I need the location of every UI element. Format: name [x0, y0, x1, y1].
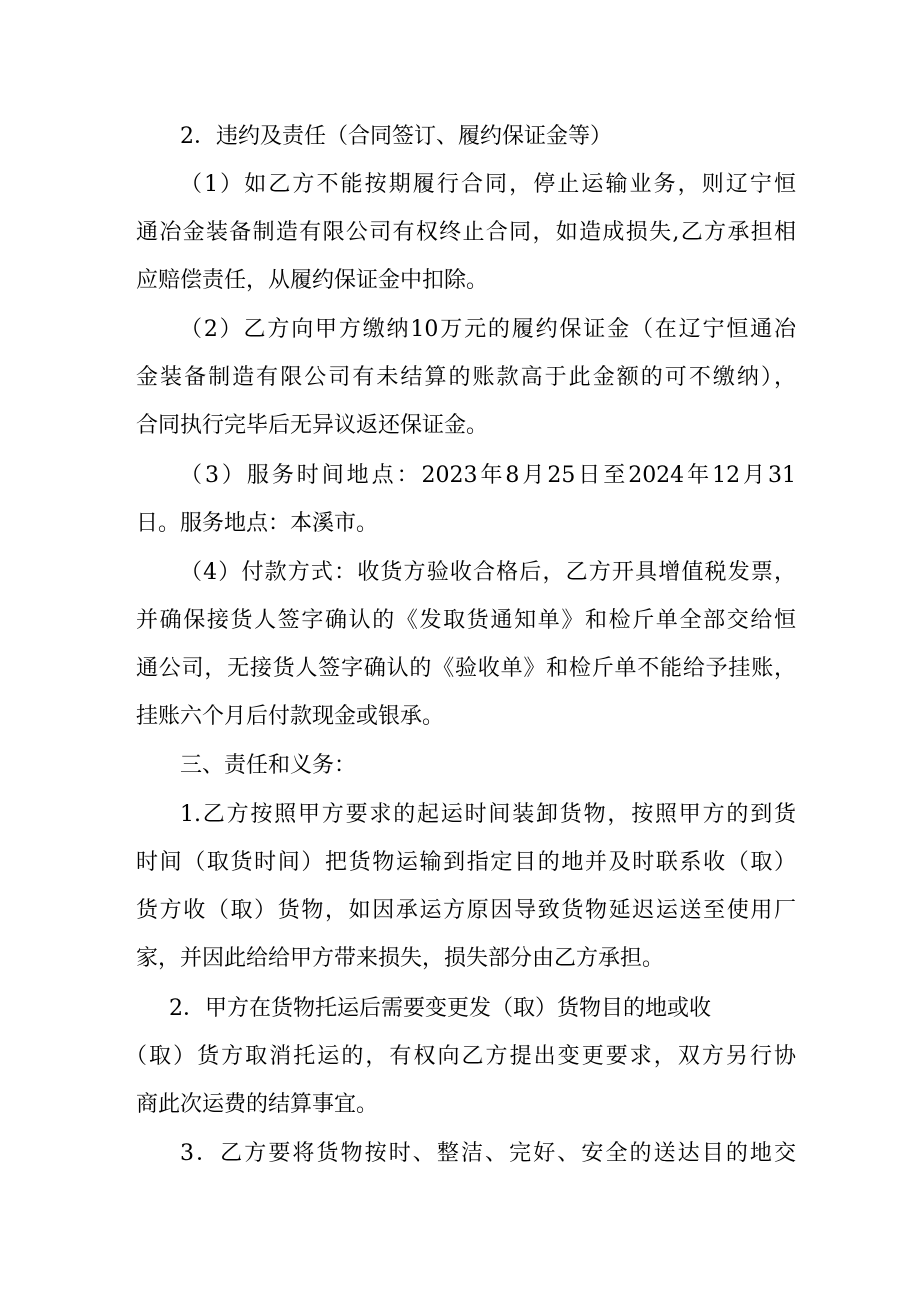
duty-2 — [125, 985, 796, 1129]
text-line: 日。服务地点：本溪市。 — [136, 511, 379, 536]
text-line: 商此次运费的结算事宜。 — [136, 1092, 379, 1117]
text-line: （3）服务时间地点：2023年8月25日至2024年12月31 — [180, 463, 796, 488]
duty-3 — [136, 1130, 796, 1178]
text-line: 家，并因此给给甲方带来损失，损失部分由乙方承担。 — [136, 946, 665, 971]
text-line: 时间（取货时间）把货物运输到指定目的地并及时联系收（取） — [136, 850, 796, 875]
text-line: （取）货方取消托运的，有权向乙方提出变更要求，双方另行协 — [125, 1044, 796, 1069]
text-line: （4）付款方式：收货方验收合格后，乙方开具增值税发票， — [180, 560, 796, 585]
text-line: 通公司，无接货人签字确认的《验收单》和检斤单不能给予挂账， — [136, 656, 796, 681]
text-line: 货方收（取）货物，如因承运方原因导致货物延迟运送至使用厂 — [136, 898, 796, 923]
clause-3 — [136, 452, 796, 548]
text-line: 三、责任和义务： — [180, 753, 357, 778]
text-line: 2．甲方在货物托运后需要变更发（取）货物目的地或收 — [169, 996, 711, 1021]
text-line: （2）乙方向甲方缴纳10万元的履约保证金（在辽宁恒通冶 — [180, 317, 796, 342]
text-line: 合同执行完毕后无异议返还保证金。 — [136, 413, 489, 438]
text-line: 并确保接货人签字确认的《发取货通知单》和检斤单全部交给恒 — [136, 608, 796, 633]
clause-4 — [136, 549, 796, 741]
text-line: 挂账六个月后付款现金或银承。 — [136, 704, 445, 729]
clause-1 — [136, 161, 796, 305]
text-line: 应赔偿责任，从履约保证金中扣除。 — [136, 268, 489, 293]
text-line: 金装备制造有限公司有未结算的账款高于此金额的可不缴纳）， — [136, 365, 796, 390]
text-line: 通冶金装备制造有限公司有权终止合同，如造成损失,乙方承担相 — [136, 220, 796, 245]
text-line: （1）如乙方不能按期履行合同，停止运输业务，则辽宁恒 — [180, 172, 796, 197]
section-heading-breach — [136, 113, 796, 161]
clause-2 — [136, 306, 796, 450]
text-line: 3．乙方要将货物按时、整洁、完好、安全的送达目的地交 — [180, 1141, 796, 1166]
duty-1 — [136, 791, 796, 983]
text-line: 1.乙方按照甲方要求的起运时间装卸货物，按照甲方的到货 — [180, 802, 796, 827]
text-line: 2．违约及责任（合同签订、履约保证金等） — [180, 124, 612, 149]
section-heading-duties — [136, 742, 796, 790]
